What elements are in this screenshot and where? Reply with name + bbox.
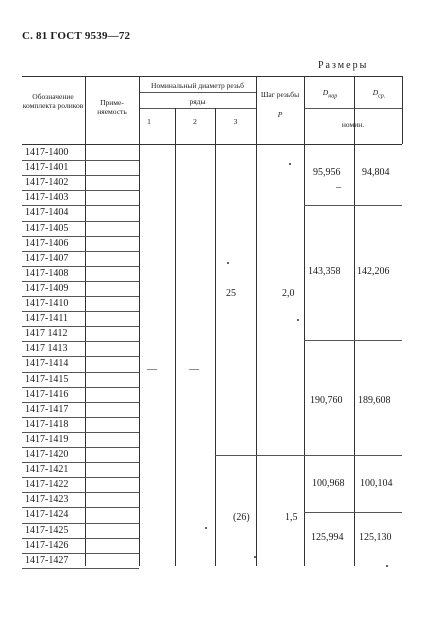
designation-code: 1417-1422 [25,479,69,491]
row-rule [22,356,139,357]
row-rule [22,477,139,478]
group1-d-mean: 94,804 [362,167,390,178]
designation-code: 1417-1418 [25,418,69,430]
diameter-25: 25 [226,288,236,299]
row-rule [22,326,139,327]
designation-code: 1417-1414 [25,358,69,370]
page-header: С. 81 ГОСТ 9539—72 [22,30,131,42]
designation-code: 1417-1426 [25,539,69,551]
diameter-26: (26) [233,512,250,523]
row-rule [22,538,139,539]
group5-d-mean: 125,130 [359,532,392,543]
col-header-row2: 2 [193,117,197,126]
designation-code: 1417-1421 [25,464,69,476]
row-rule [22,341,139,342]
pitch-1-5: 1,5 [285,512,298,523]
scan-speck [386,565,388,567]
pitch-2-0: 2,0 [282,288,295,299]
row-rule [22,221,139,222]
designation-code: 1417-1420 [25,449,69,460]
group-sep-3 [304,455,402,456]
row-rule [22,432,139,433]
designation-code: 1417-1417 [25,403,69,415]
group-sep-1 [304,205,402,206]
designation-code: 1417 1412 [25,328,68,340]
row-rule [22,387,139,388]
col-header-applicability: Приме-няемость [97,98,127,116]
col-rule-3 [175,108,176,566]
col-header-d-mean: $D_{ср.}$ [372,88,386,100]
group1-d-outer: 95,956 [313,167,341,178]
row-rule [22,447,139,448]
row1-dash: — [147,364,157,375]
group2-d-mean: 142,206 [357,266,390,277]
col-rule-2 [139,76,140,566]
row-rule [22,266,139,267]
designation-code: 1417-1419 [25,433,69,445]
row-rule [22,492,139,493]
row-rule [22,205,139,206]
designation-code: 1417-1401 [25,162,69,174]
group4-d-mean: 100,104 [360,478,393,489]
col-rule-4 [215,108,216,566]
header-bottom-rule [22,144,402,145]
col-header-rows: ряды [189,97,206,106]
group-sep-2 [304,340,402,341]
scan-speck [205,527,207,529]
designation-code: 1417-1405 [25,222,69,234]
col-rule-5 [256,76,257,566]
row-rule [22,190,139,191]
col-header-pitch: Шаг резьбы [260,90,300,99]
designation-code: 1417-1402 [25,177,69,189]
row-rule [22,568,139,569]
group3-d-outer: 190,760 [310,395,343,406]
scan-speck [289,163,291,165]
col-header-row3: 3 [233,117,238,126]
units-label: Размеры [318,60,369,71]
col-rule-8 [402,76,403,144]
col-header-nominal-diameter: Номинальный диаметр резьб [151,81,244,90]
designation-code: 1417-1423 [25,494,69,506]
row-rule [22,236,139,237]
designation-code: 1417-1415 [25,373,69,385]
scan-speck [254,556,256,558]
row-rule [22,462,139,463]
row-rule [22,281,139,282]
row-rule [22,507,139,508]
row-rule [22,160,139,161]
designation-code: 1417 1413 [25,343,68,355]
col-header-row1: 1 [147,117,151,126]
row-rule [22,417,139,418]
col-rule-7 [354,76,355,566]
row-rule [22,296,139,297]
group5-d-outer: 125,994 [311,532,344,543]
designation-code: 1417-1403 [25,192,69,204]
scan-speck [227,262,229,264]
designation-code: 1417-1404 [25,207,69,219]
scan-speck [297,319,299,321]
d-sub-rule [304,108,402,109]
designation-code: 1417-1406 [25,237,69,249]
nominal-sub-rule [139,92,256,93]
col-rule-6 [304,76,305,566]
group2-d-outer: 143,358 [308,266,341,277]
designation-code: 1417-1400 [25,147,69,158]
group-sep-5 [215,455,304,456]
col-header-pitch-symbol: P [277,110,283,119]
row-rule [22,523,139,524]
designation-code: 1417-1407 [25,252,69,264]
designation-code: 1417-1425 [25,524,69,536]
row2-dash: — [189,364,199,375]
group4-d-outer: 100,968 [312,478,345,489]
designation-code: 1417-1427 [25,554,69,566]
table-top-rule [22,76,402,77]
col-header-designation: Обозначение комплекта роликов [22,92,84,110]
designation-code: 1417-1409 [25,282,69,294]
row-rule [22,402,139,403]
col-header-nominal: номин. [341,120,365,129]
designation-code: 1417-1411 [25,313,68,325]
rows-sub-rule [139,108,256,109]
row-rule [22,251,139,252]
designation-code: 1417-1416 [25,388,69,400]
designation-code: 1417-1424 [25,509,69,521]
col-header-d-outer: $D_{нар}$ [322,88,338,100]
group1-small-dash: – [336,182,341,193]
row-rule [22,553,139,554]
row-rule [22,372,139,373]
group-sep-4 [304,512,402,513]
row-rule [22,311,139,312]
group3-d-mean: 189,608 [358,395,391,406]
designation-code: 1417-1408 [25,267,69,279]
designation-code: 1417-1410 [25,298,69,309]
row-rule [22,175,139,176]
